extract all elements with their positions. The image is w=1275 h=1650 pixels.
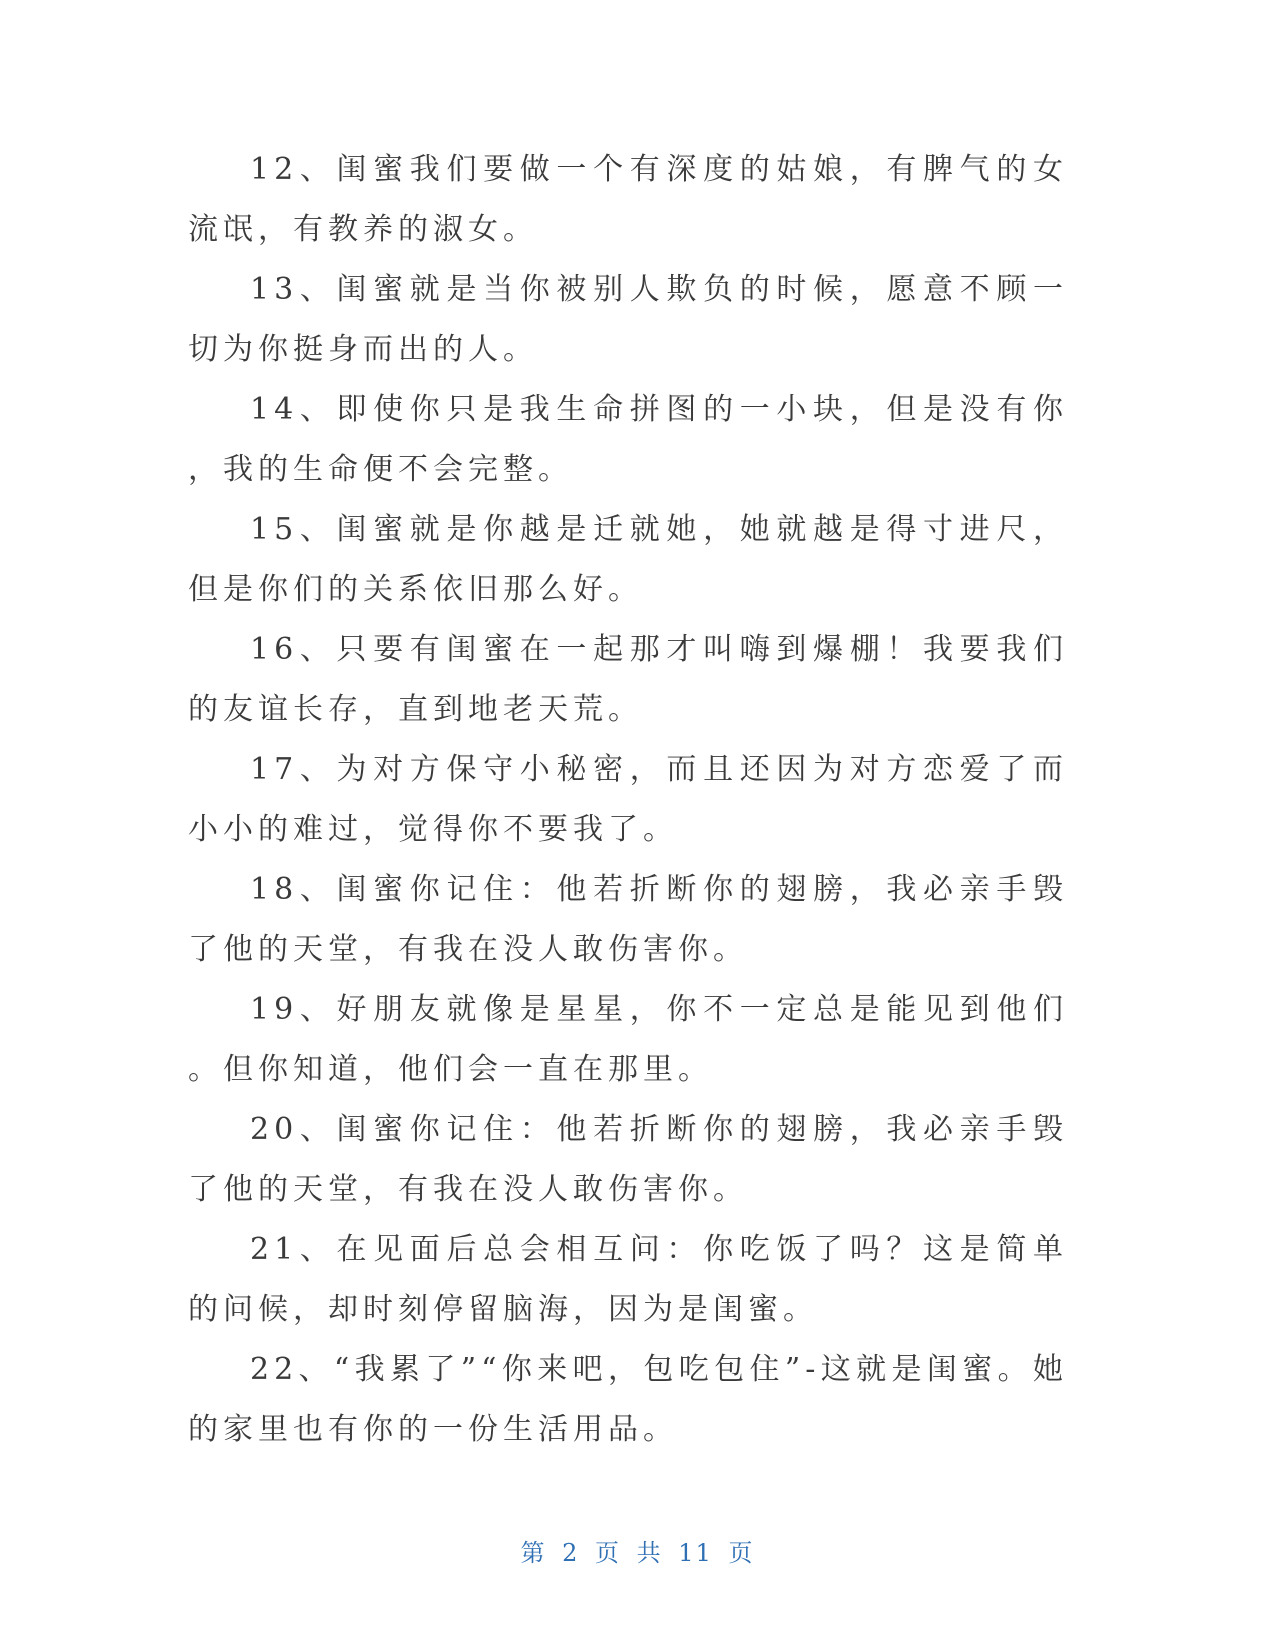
quote-paragraph-21: 21、在见面后总会相互问：你吃饭了吗？这是简单的问候，却时刻停留脑海，因为是闺蜜。: [188, 1232, 1068, 1327]
quote-paragraph-12: 12、闺蜜我们要做一个有深度的姑娘，有脾气的女流氓，有教养的淑女。: [188, 152, 1068, 247]
quote-paragraph-19: 19、好朋友就像是星星，你不一定总是能见到他们。但你知道，他们会一直在那里。: [188, 992, 1068, 1087]
quote-paragraph-15: 15、闺蜜就是你越是迁就她，她就越是得寸进尺，但是你们的关系依旧那么好。: [188, 512, 1068, 607]
quote-paragraph-18: 18、闺蜜你记住：他若折断你的翅膀，我必亲手毁了他的天堂，有我在没人敢伤害你。: [188, 872, 1068, 967]
quote-paragraph-16: 16、只要有闺蜜在一起那才叫嗨到爆棚！我要我们的友谊长存，直到地老天荒。: [188, 632, 1068, 727]
quote-paragraph-22: 22、“我累了”“你来吧，包吃包住”-这就是闺蜜。她的家里也有你的一份生活用品。: [188, 1352, 1068, 1447]
quote-paragraph-17: 17、为对方保守小秘密，而且还因为对方恋爱了而小小的难过，觉得你不要我了。: [188, 752, 1068, 847]
quote-paragraph-20: 20、闺蜜你记住：他若折断你的翅膀，我必亲手毁了他的天堂，有我在没人敢伤害你。: [188, 1112, 1068, 1207]
document-body: [188, 140, 1068, 1460]
quote-paragraph-13: 13、闺蜜就是当你被别人欺负的时候，愿意不顾一切为你挺身而出的人。: [188, 272, 1068, 367]
page-number-footer: 第 2 页 共 11 页: [520, 1539, 755, 1567]
quote-paragraph-14: 14、即使你只是我生命拼图的一小块，但是没有你，我的生命便不会完整。: [188, 392, 1068, 487]
